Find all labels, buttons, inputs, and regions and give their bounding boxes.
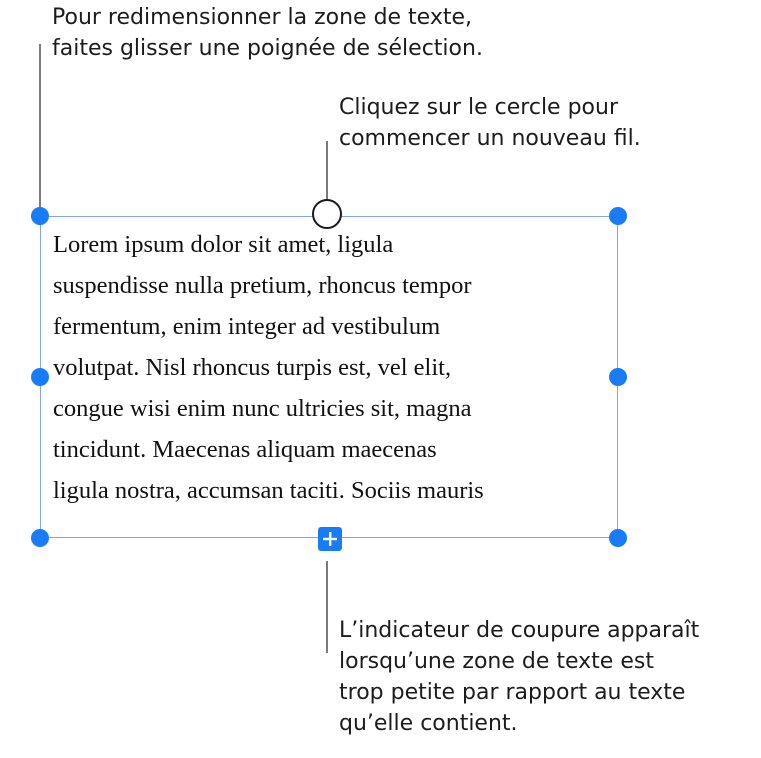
thread-callout-line-1: Cliquez sur le cercle pour: [339, 95, 618, 120]
resize-callout-line-1: Pour redimensionner la zone de texte,: [52, 5, 473, 30]
resize-callout: [52, 2, 483, 64]
selection-handle-top-left[interactable]: [31, 207, 49, 225]
clipping-callout-line-4: qu’elle contient.: [339, 711, 518, 736]
clipping-callout-line-2: lorsqu’une zone de texte est: [339, 649, 654, 674]
selection-handle-middle-right[interactable]: [609, 368, 627, 386]
clipping-callout: [339, 615, 699, 739]
selection-handle-bottom-left[interactable]: [31, 529, 49, 547]
clipping-leader-line: [326, 561, 328, 653]
thread-start-circle-icon[interactable]: [312, 199, 342, 229]
text-box-content[interactable]: Lorem ipsum dolor sit amet, ligula suspendisse nulla pretium, rhoncus tempor fermentum, enim integer ad vestibulum volutpat. Nisl rhoncus turpis est, vel elit, congue wisi enim nunc ultricies sit, magna tincidunt. Maecenas aliquam maecenas ligula nostra, accumsan taciti. Sociis mauris: [53, 231, 484, 504]
resize-callout-line-2: faites glisser une poignée de sélection.: [52, 36, 483, 61]
thread-callout: [339, 92, 641, 154]
resize-leader-line: [39, 44, 41, 208]
clipping-callout-line-1: L’indicateur de coupure apparaît: [339, 618, 700, 643]
plus-icon: [318, 527, 342, 551]
thread-leader-line: [326, 141, 328, 200]
clipping-indicator[interactable]: [318, 527, 342, 551]
selection-handle-top-right[interactable]: [609, 207, 627, 225]
selection-handle-middle-left[interactable]: [31, 368, 49, 386]
selection-handle-bottom-right[interactable]: [609, 529, 627, 547]
thread-callout-line-2: commencer un nouveau fil.: [339, 126, 641, 151]
clipping-callout-line-3: trop petite par rapport au texte: [339, 680, 686, 705]
